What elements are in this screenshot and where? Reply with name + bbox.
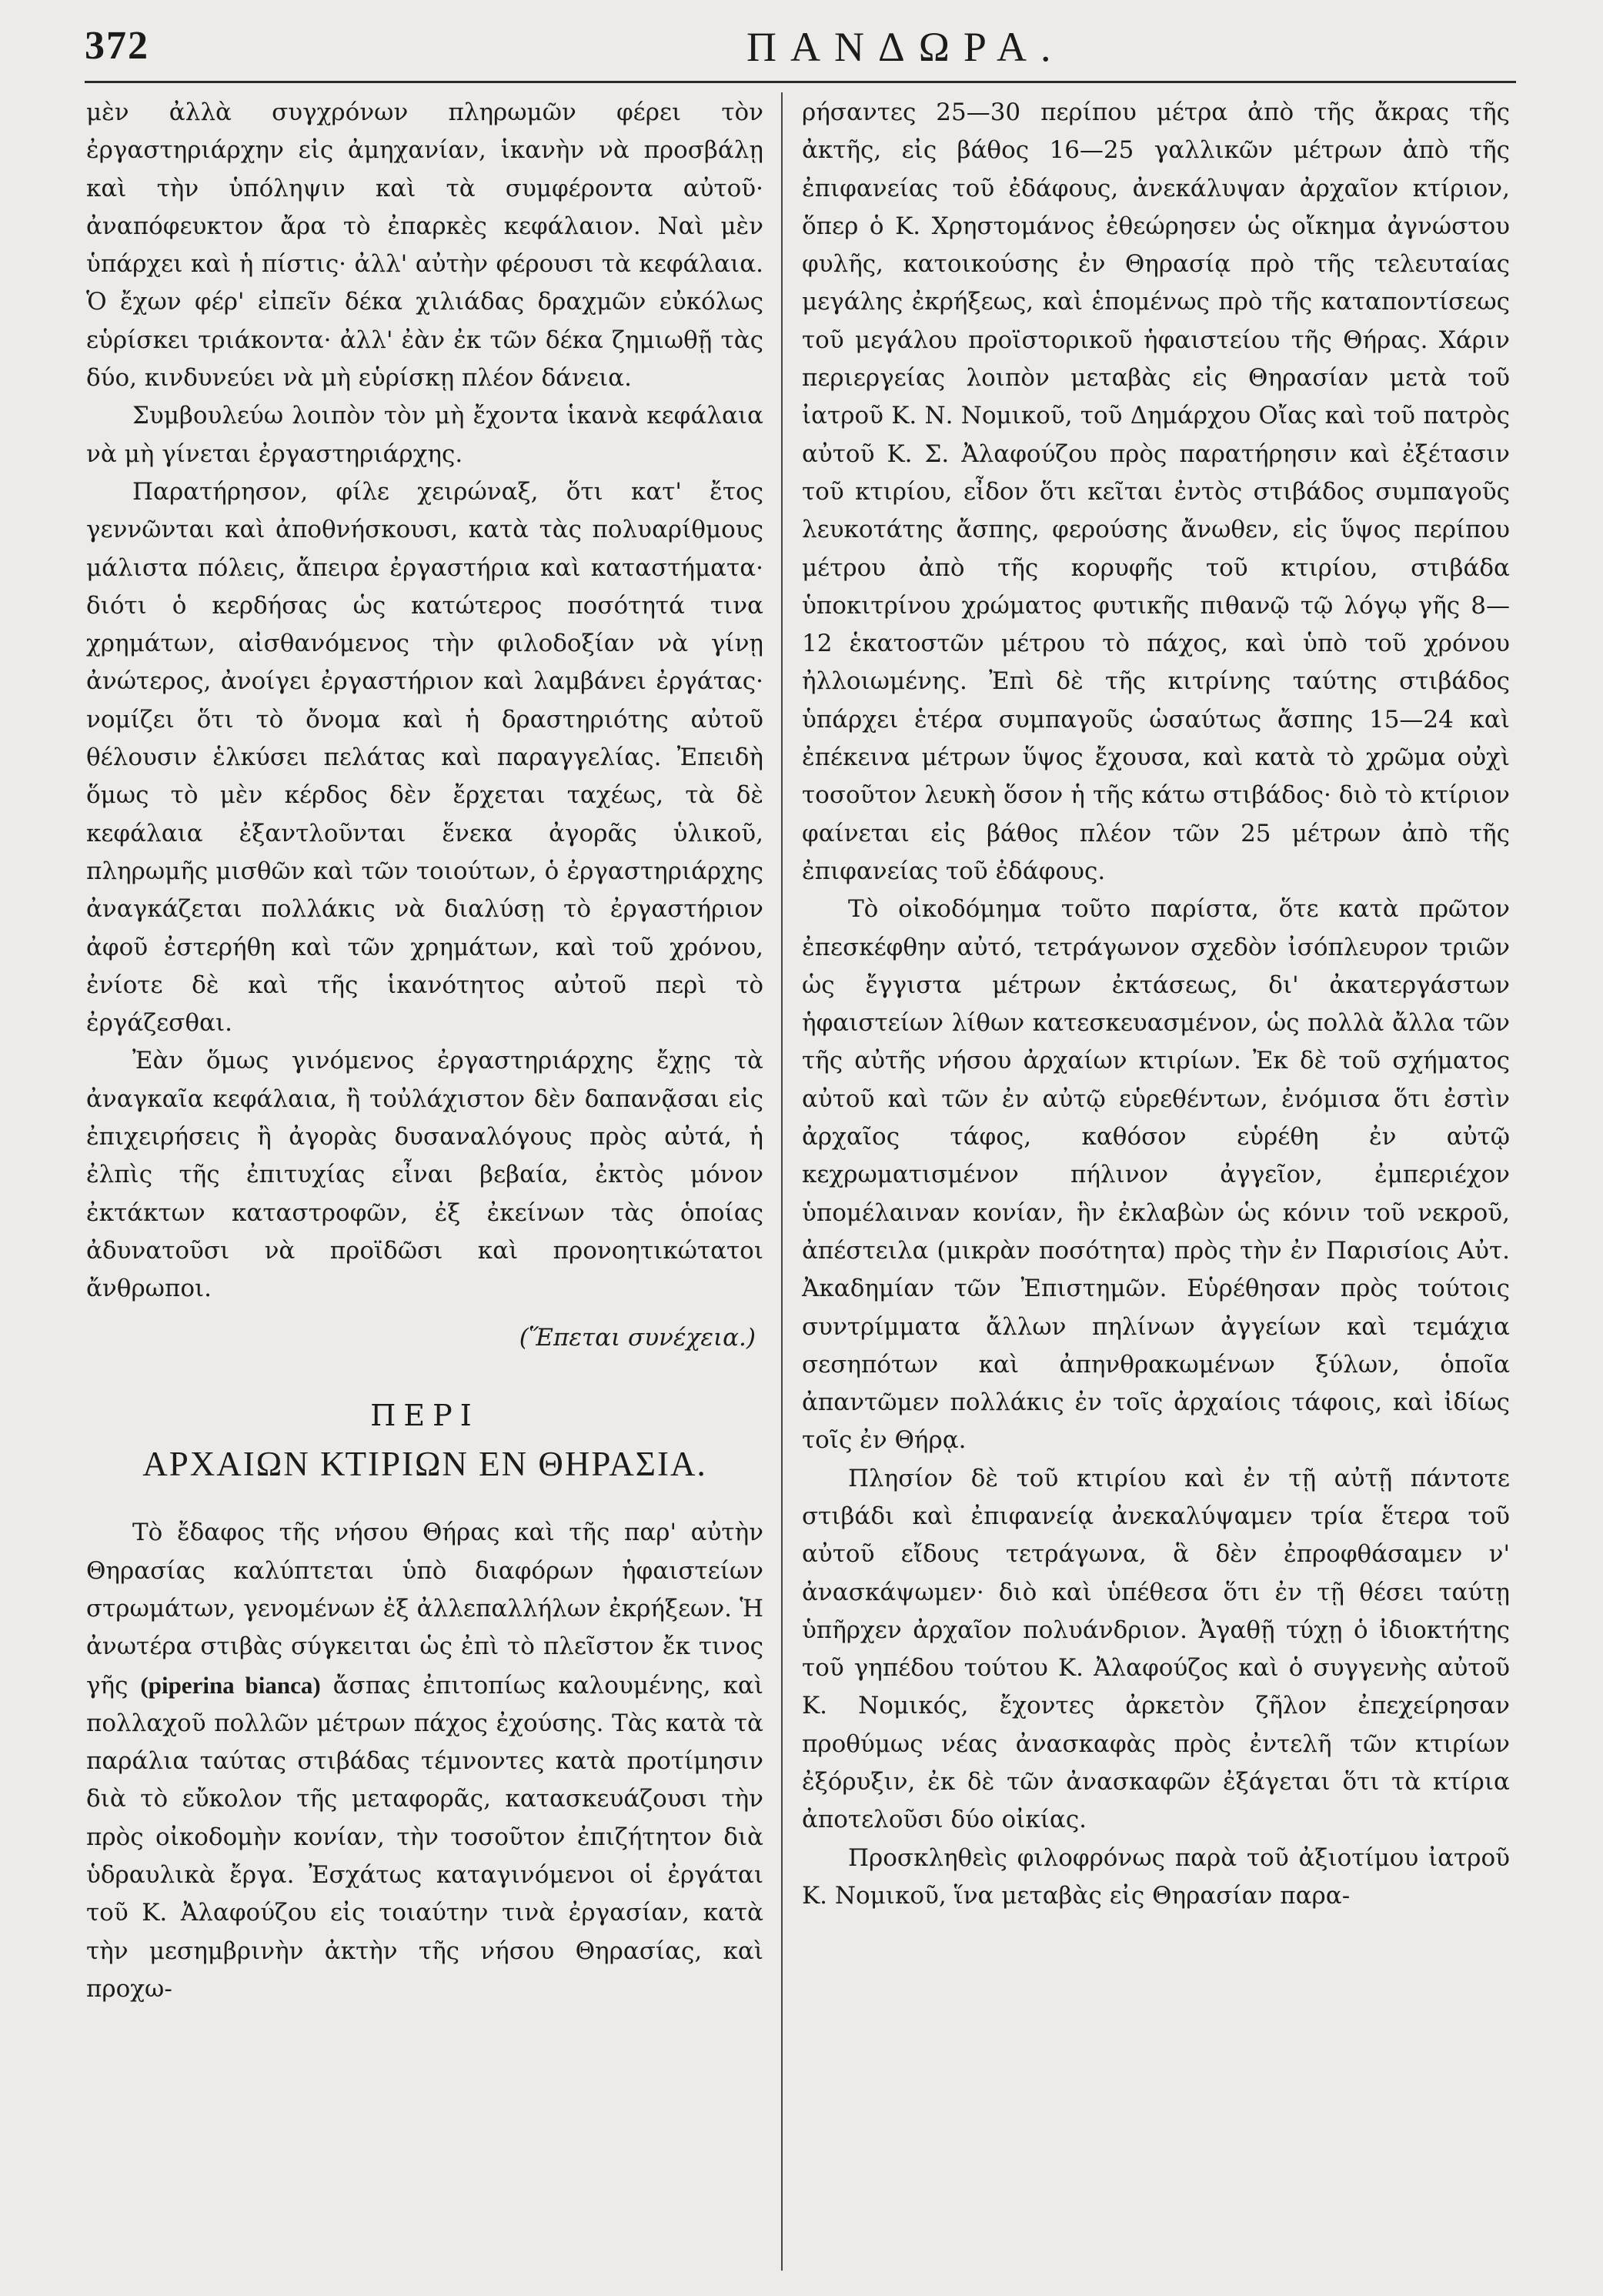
latin-term: (piperina bianca) bbox=[140, 1671, 321, 1699]
column-divider bbox=[781, 92, 783, 2271]
left-paragraph-1: μὲν ἀλλὰ συγχρόνων πληρωμῶν φέρει τὸν ἐργαστηριάρχην εἰς ἀμηχανίαν, ἱκανὴν νὰ προσβάλῃ καὶ τὴν ὑπόληψιν καὶ τὰ συμφέροντα αὐτοῦ· ἀναπόφευκτον ἄρα τὸ ἐπαρκὲς κεφάλαιον. Ναὶ μὲν ὑπάρχει καὶ ἡ πίστις· ἀλλ' αὐτὴν φέρουσι τὰ κεφάλαια. Ὁ ἔχων φέρ' εἰπεῖν δέκα χιλιάδας δραχμῶν εὐκόλως εὑρίσκει τριάκοντα· ἀλλ' ἐὰν ἐκ τῶν δέκα ζημιωθῇ τὰς δύο, κινδυνεύει νὰ μὴ εὑρίσκῃ πλέον δάνεια. bbox=[86, 99, 763, 393]
article-title: ΑΡΧΑΙΩΝ ΚΤΙΡΙΩΝ ΕΝ ΘΗΡΑΣΙΑ. bbox=[142, 1445, 707, 1484]
right-paragraph-1: ρήσαντες 25—30 περίπου μέτρα ἀπὸ τῆς ἄκρας τῆς ἀκτῆς, εἰς βάθος 16—25 γαλλικῶν μέτρων ἀπὸ τῆς ἐπιφανείας τοῦ ἐδάφους, ἀνεκάλυψαν ἀρχαῖον κτίριον, ὅπερ ὁ Κ. Χρηστομάνος ἐθεώρησεν ὡς οἴκημα ἀγνώστου φυλῆς, κατοικούσης ἐν Θηρασίᾳ πρὸ τῆς τελευταίας μεγάλης ἐκρήξεως, καὶ ἑπομένως πρὸ τῆς καταποντίσεως τοῦ μεγάλου προϊστορικοῦ ἡφαιστείου τῆς Θήρας. Χάριν περιεργείας λοιπὸν μεταβὰς εἰς Θηρασίαν μετὰ τοῦ ἰατροῦ Κ. Ν. Νομικοῦ, τοῦ Δημάρχου Οἴας καὶ τοῦ πατρὸς αὐτοῦ Κ. Σ. Ἀλαφούζου πρὸς παρατήρησιν καὶ ἐξέτασιν τοῦ κτιρίου, εἶδον ὅτι κεῖται ἐντὸς στιβάδος συμπαγοῦς λευκοτάτης ἄσπης, φερούσης ἄνωθεν, εἰς ὕψος περίπου μέτρου ἀπὸ τῆς κορυφῆς τοῦ κτιρίου, στιβάδα ὑποκιτρίνου χρώματος φυτικῆς πιθανῷ τῷ λόγῳ γῆς 8—12 ἑκατοστῶν μέτρου τὸ πάχος, καὶ ὑπὸ τοῦ χρόνου ἠλλοιωμένης. Ἐπὶ δὲ τῆς κιτρίνης ταύτης στιβάδος ὑπάρχει ἑτέρα συμπαγοῦς ὡσαύτως ἄσπης 15—24 καὶ ἐπέκεινα μέτρων ὕψος ἔχουσα, καὶ κατὰ τὸ χρῶμα οὐχὶ τοσοῦτον λευκὴ ὅσον ἡ τῆς κάτω στιβάδος· διὸ τὸ κτίριον φαίνεται εἰς βάθος πλέον τῶν 25 μέτρων ἀπὸ τῆς ἐπιφανείας τοῦ ἐδάφους. bbox=[802, 99, 1510, 885]
right-paragraph-3: Πλησίον δὲ τοῦ κτιρίου καὶ ἐν τῇ αὐτῇ πάντοτε στιβάδι καὶ ἐπιφανείᾳ ἀνεκαλύψαμεν τρία ἕτερα τοῦ αὐτοῦ εἴδους τετράγωνα, ἃ δὲν ἐπροφθάσαμεν ν' ἀνασκάψωμεν· διὸ καὶ ὑπέθεσα ὅτι ἐν τῇ θέσει ταύτῃ ὑπῆρχεν ἀρχαῖον πολυάνδριον. Ἀγαθῇ τύχῃ ὁ ἰδιοκτήτης τοῦ γηπέδου τούτου Κ. Ἀλαφούζος καὶ ὁ συγγενὴς αὐτοῦ Κ. Νομικός, ἔχοντες ἀρκετὸν ζῆλον ἐπεχείρησαν προθύμως νέας ἀνασκαφὰς πρὸς ἐντελῆ τῶν κτιρίων ἐξόρυξιν, ἐκ δὲ τῶν ἀνασκαφῶν ἐξάγεται ὅτι τὰ κτίρια ἀποτελοῦσι δύο οἰκίας. bbox=[802, 1464, 1510, 1834]
page-number: 372 bbox=[85, 24, 149, 68]
right-paragraph-4: Προσκληθεὶς φιλοφρόνως παρὰ τοῦ ἀξιοτίμου ἰατροῦ Κ. Νομικοῦ, ἵνα μεταβὰς εἰς Θηρασίαν παρα- bbox=[802, 1843, 1510, 1910]
left-paragraph-2: Συμβουλεύω λοιπὸν τὸν μὴ ἔχοντα ἱκανὰ κεφάλαια νὰ μὴ γίνεται ἐργαστηριάρχης. bbox=[86, 402, 763, 468]
continued-note: (Ἕπεται συνέχεια.) bbox=[519, 1323, 756, 1352]
right-column bbox=[802, 94, 1510, 1915]
journal-title: ΠΑΝΔΩΡΑ. bbox=[746, 24, 1065, 70]
header-rule bbox=[85, 81, 1516, 83]
article-paragraph-1-part-b: ἄσπας ἐπιτοπίως καλουμένης, καὶ πολλαχοῦ πολλῶν μέτρων πάχος ἐχούσης. Τὰς κατὰ τὰ παράλια ταύτας στιβάδας τέμνοντες κατὰ προτίμησιν διὰ τὸ εὔκολον τῆς μεταφορᾶς, κατασκευάζουσι τὴν πρὸς οἰκοδομὴν κονίαν, τὴν τοσοῦτον ἐπιζήτητον διὰ ὑδραυλικὰ ἔργα. Ἐσχάτως καταγινόμενοι οἱ ἐργάται τοῦ Κ. Ἀλαφούζου εἰς τοιαύτην τινὰ ἐργασίαν, κατὰ τὴν μεσημβρινὴν ἀκτὴν τῆς νήσου Θηρασίας, καὶ προχω- bbox=[86, 1671, 764, 2003]
article-kicker: ΠΕΡΙ bbox=[370, 1398, 479, 1432]
article-paragraph-1 bbox=[86, 1514, 763, 2008]
right-paragraph-2: Τὸ οἰκοδόμημα τοῦτο παρίστα, ὅτε κατὰ πρῶτον ἐπεσκέφθην αὐτό, τετράγωνον σχεδὸν ἰσόπλευρον τριῶν ὡς ἔγγιστα μέτρων ἐκτάσεως, δι' ἀκατεργάστων ἡφαιστείων λίθων κατεσκευασμένον, ὡς πολλὰ ἄλλα τῶν τῆς αὐτῆς νήσου ἀρχαίων κτιρίων. Ἐκ δὲ τοῦ σχήματος αὐτοῦ καὶ τῶν ἐν αὐτῷ εὑρεθέντων, ἐνόμισα ὅτι ἐστὶν ἀρχαῖος τάφος, καθόσον εὑρέθη ἐν αὐτῷ κεχρωματισμένον πήλινον ἀγγεῖον, ἐμπεριέχον ὑπομέλαιναν κονίαν, ἣν ἐκλαβὼν ὡς κόνιν τοῦ νεκροῦ, ἀπέστειλα (μικρὰν ποσότητα) πρὸς τὴν ἐν Παρισίοις Αὐτ. Ἀκαδημίαν τῶν Ἐπιστημῶν. Εὑρέθησαν πρὸς τούτοις συντρίμματα ἄλλων πηλίνων ἀγγείων καὶ τεμάχια σεσηπότων καὶ ἀπηνθρακωμένων ξύλων, ὁποῖα ἀπαντῶμεν πολλάκις ἐν τοῖς ἀρχαίοις τάφοις, καὶ ἰδίως τοῖς ἐν Θήρᾳ. bbox=[802, 895, 1510, 1455]
left-paragraph-3: Παρατήρησον, φίλε χειρώναξ, ὅτι κατ' ἔτος γεννῶνται καὶ ἀποθνήσκουσι, κατὰ τὰς πολυαρίθμους μάλιστα πόλεις, ἄπειρα ἐργαστήρια καὶ καταστήματα· διότι ὁ κερδήσας ὡς κατώτερος ποσότητά τινα χρημάτων, αἰσθανόμενος τὴν φιλοδοξίαν νὰ γίνῃ ἀνώτερος, ἀνοίγει ἐργαστήριον καὶ λαμβάνει ἐργάτας· νομίζει ὅτι τὸ ὄνομα καὶ ἡ δραστηριότης αὐτοῦ θέλουσιν ἑλκύσει πελάτας καὶ παραγγελίας. Ἐπειδὴ ὅμως τὸ μὲν κέρδος δὲν ἔρχεται ταχέως, τὰ δὲ κεφάλαια ἐξαντλοῦνται ἕνεκα ἀγορᾶς ὑλικοῦ, πληρωμῆς μισθῶν καὶ τῶν τοιούτων, ὁ ἐργαστηριάρχης ἀναγκάζεται πολλάκις νὰ διαλύσῃ τὸ ἐργαστήριον ἀφοῦ ἐστερήθη καὶ τῶν χρημάτων, καὶ τοῦ χρόνου, ἐνίοτε δὲ καὶ τῆς ἱκανότητος αὐτοῦ περὶ τὸ ἐργάζεσθαι. bbox=[86, 477, 763, 1038]
article-paragraph-1-part-a: Τὸ ἔδαφος τῆς νήσου Θήρας καὶ τῆς παρ' αὐτὴν Θηρασίας καλύπτεται ὑπὸ διαφόρων ἡφαιστείων στρωμάτων, γενομένων ἐξ ἀλλεπαλλήλων ἐκρήξεων. Ἡ ἀνωτέρα στιβὰς σύγκειται ὡς ἐπὶ τὸ πλεῖστον ἔκ τινος γῆς bbox=[86, 1519, 763, 1699]
page-header bbox=[85, 23, 1524, 77]
left-paragraph-4: Ἐὰν ὅμως γινόμενος ἐργαστηριάρχης ἔχῃς τὰ ἀναγκαῖα κεφάλαια, ἢ τοὐλάχιστον δὲν δαπανᾷσαι εἰς ἐπιχειρήσεις ἢ ἀγορὰς δυσαναλόγους πρὸς αὐτά, ἡ ἐλπὶς τῆς ἐπιτυχίας εἶναι βεβαία, ἐκτὸς μόνον ἐκτάκτων καταστροφῶν, ἐξ ἐκείνων τὰς ὁποίας ἀδυνατοῦσι νὰ προϊδῶσι καὶ προνοητικώτατοι ἄνθρωποι. bbox=[86, 1047, 763, 1303]
left-column bbox=[86, 94, 763, 2008]
